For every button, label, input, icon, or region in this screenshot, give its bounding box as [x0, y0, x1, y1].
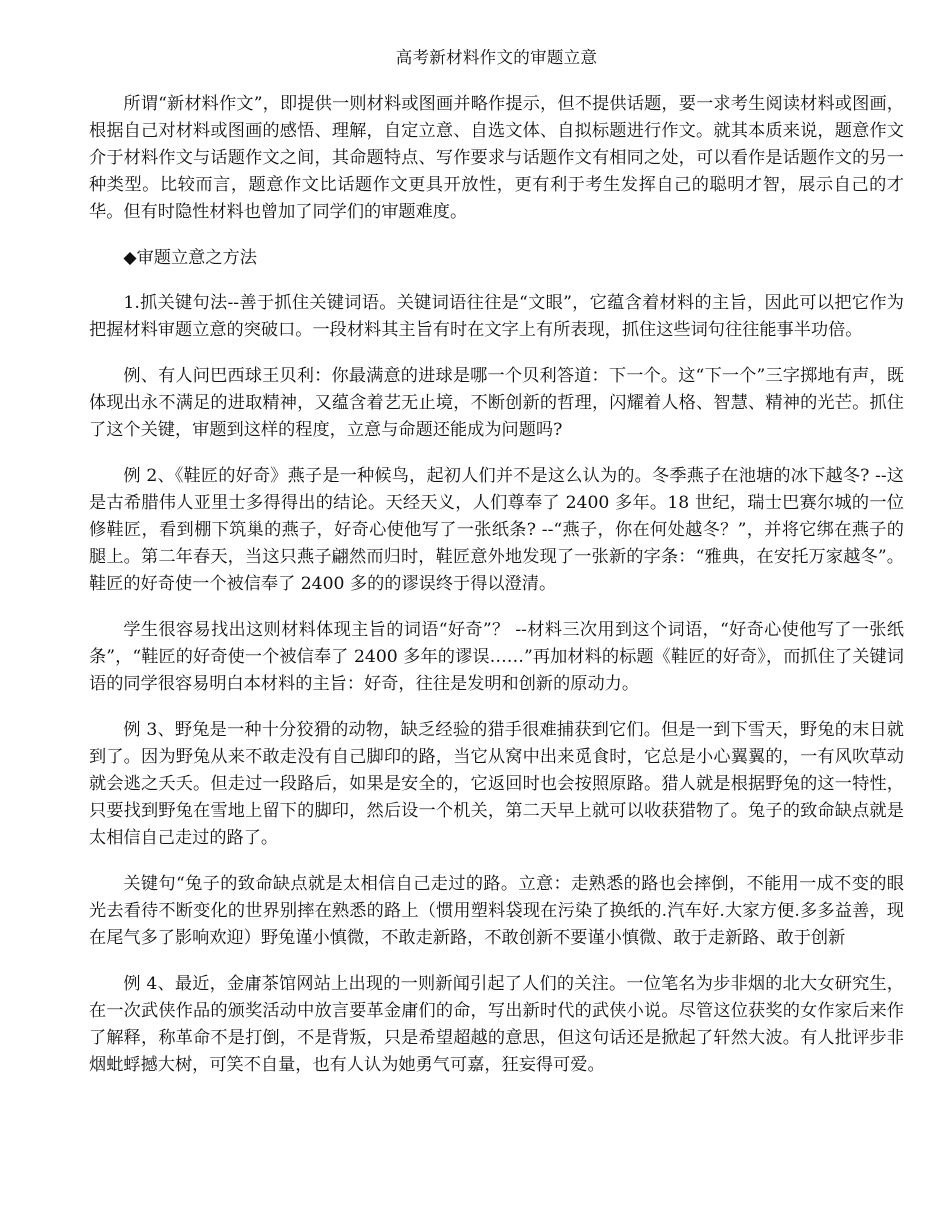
example-2-paragraph: 例 2、《鞋匠的好奇》燕子是一种候鸟，起初人们并不是这么认为的。冬季燕子在池塘的冰下越冬? --这是古希腊伟人亚里士多得得出的结论。天经天义，人们尊奉了 2400 多年。18 世纪，瑞士巴赛尔城的一位修鞋匠，看到棚下筑巢的燕子，好奇心使他写了一张纸条? --“燕子，你在何处越冬？”，并将它绑在燕子的腿上。第二年春天，当这只燕子翩然而归时，鞋匠意外地发现了一张新的字条：“雅典，在安托万家越冬”。鞋匠的好奇使一个被信奉了 2400 多的的谬误终于得以澄清。: [89, 466, 904, 594]
section-heading: ◆审题立意之方法: [123, 248, 257, 268]
example-4-paragraph: 例 4、最近，金庸茶馆网站上出现的一则新闻引起了人们的关注。一位笔名为步非烟的北大女研究生，在一次武侠作品的颁奖活动中放言要革金庸们的命，写出新时代的武侠小说。尽管这位获奖的女作家后来作了解释，称革命不是打倒，不是背叛，只是希望超越的意思，但这句话还是掀起了轩然大波。有人批评步非烟蚍蜉撼大树，可笑不自量，也有人认为她勇气可嘉，狂妄得可爱。: [89, 974, 904, 1075]
key-sentence-paragraph: 关键句“兔子的致命缺点就是太相信自己走过的路。立意：走熟悉的路也会摔倒，不能用一成不变的眼光去看待不断变化的世界别摔在熟悉的路上（惯用塑料袋现在污染了换纸的.汽车好.大家方便.多多益善，现在尾气多了影响欢迎）野兔谨小慎微，不敢走新路，不敢创新不要谨小慎微、敢于走新路、敢于创新: [89, 874, 904, 948]
document-page: [89, 44, 904, 1098]
analysis-paragraph: 学生很容易找出这则材料体现主旨的词语“好奇”？ --材料三次用到这个词语，“好奇心使他写了一张纸条”，“鞋匠的好奇使一个被信奉了 2400 多年的谬误……”再加材料的标题《鞋匠的好奇》，而抓住了关键词语的同学很容易明白本材料的主旨：好奇，往往是发明和创新的原动力。: [89, 620, 904, 694]
example-3-paragraph: 例 3、野兔是一种十分狡猾的动物，缺乏经验的猎手很难捕获到它们。但是一到下雪天，野兔的末日就到了。因为野兔从来不敢走没有自己脚印的路，当它从窝中出来觅食时，它总是小心翼翼的，一有风吹草动就会逃之夭夭。但走过一段路后，如果是安全的，它返回时也会按照原路。猎人就是根据野兔的这一特性，只要找到野兔在雪地上留下的脚印，然后设一个机关，第二天早上就可以收获猎物了。兔子的致命缺点就是太相信自己走过的路了。: [89, 720, 904, 848]
method-paragraph: 1.抓关键句法--善于抓住关键词语。关键词语往往是“文眼”，它蕴含着材料的主旨，因此可以把它作为把握材料审题立意的突破口。一段材料其主旨有时在文字上有所表现，抓住这些词句往往能事半功倍。: [89, 293, 904, 340]
intro-paragraph: 所谓“新材料作文”，即提供一则材料或图画并略作提示，但不提供话题，要一求考生阅读材料或图画，根据自己对材料或图画的感悟、理解，自定立意、自选文体、自拟标题进行作文。就其本质来说，题意作文介于材料作文与话题作文之间，其命题特点、写作要求与话题作文有相同之处，可以看作是话题作文的另一种类型。比较而言，题意作文比话题作文更具开放性，更有利于考生发挥自己的聪明才智，展示自己的才华。但有时隐性材料也曾加了同学们的审题难度。: [89, 94, 904, 222]
document-title: 高考新材料作文的审题立意: [395, 48, 598, 67]
example-1-paragraph: 例、有人问巴西球王贝利：你最满意的进球是哪一个贝利答道：下一个。这“下一个”三字掷地有声，既体现出永不满足的进取精神，又蕴含着艺无止境，不断创新的哲理，闪耀着人格、智慧、精神的光芒。抓住了这个关键，审题到这样的程度，立意与命题还能成为问题吗?: [89, 366, 904, 440]
